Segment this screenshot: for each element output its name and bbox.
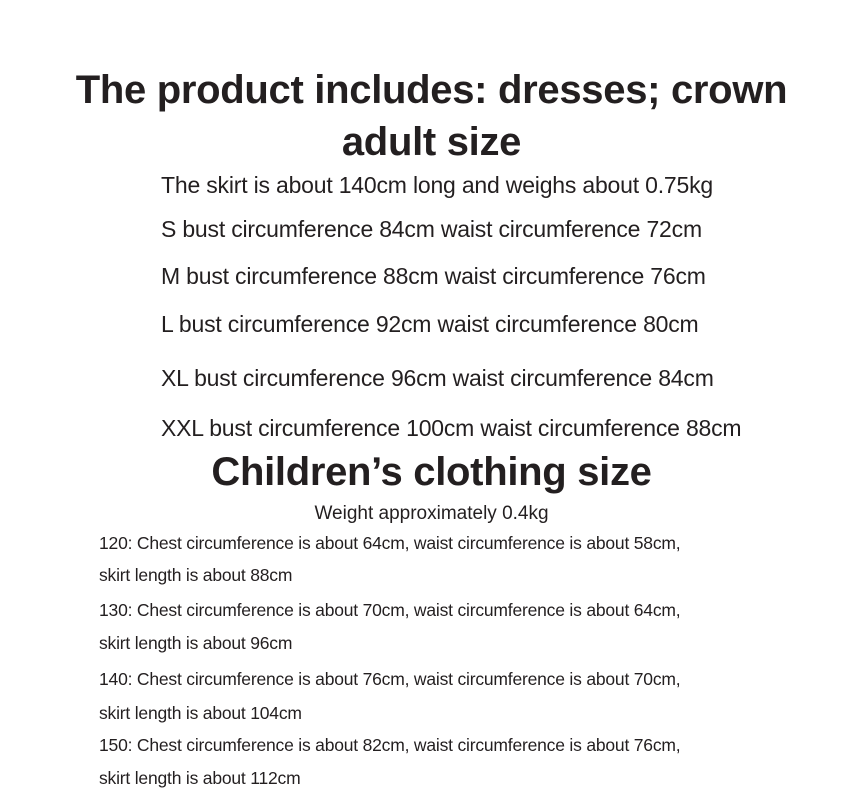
adult-size-row-l: L bust circumference 92cm waist circumference 80cm: [161, 311, 699, 337]
children-size-130-line2: skirt length is about 96cm: [99, 633, 293, 653]
children-size-140-line1: 140: Chest circumference is about 76cm, waist circumference is about 70cm,: [99, 669, 681, 689]
children-weight-note: Weight approximately 0.4kg: [314, 503, 549, 524]
children-size-120-line1: 120: Chest circumference is about 64cm, waist circumference is about 58cm,: [99, 533, 681, 553]
product-includes-heading: The product includes: dresses; crown: [75, 68, 788, 112]
adult-size-title: adult size: [341, 120, 522, 164]
children-size-140-line2: skirt length is about 104cm: [99, 703, 302, 723]
adult-size-row-xxl: XXL bust circumference 100cm waist circumference 88cm: [161, 415, 742, 441]
children-size-120-line2: skirt length is about 88cm: [99, 565, 293, 585]
children-size-150-line2: skirt length is about 112cm: [99, 768, 301, 788]
children-size-title: Children’s clothing size: [211, 450, 652, 494]
adult-size-row-m: M bust circumference 88cm waist circumference 76cm: [161, 263, 706, 289]
children-size-130-line1: 130: Chest circumference is about 70cm, waist circumference is about 64cm,: [99, 600, 681, 620]
adult-skirt-note: The skirt is about 140cm long and weighs about 0.75kg: [161, 172, 713, 198]
adult-size-row-s: S bust circumference 84cm waist circumference 72cm: [161, 216, 702, 242]
adult-size-row-xl: XL bust circumference 96cm waist circumference 84cm: [161, 365, 714, 391]
children-size-150-line1: 150: Chest circumference is about 82cm, waist circumference is about 76cm,: [99, 735, 681, 755]
